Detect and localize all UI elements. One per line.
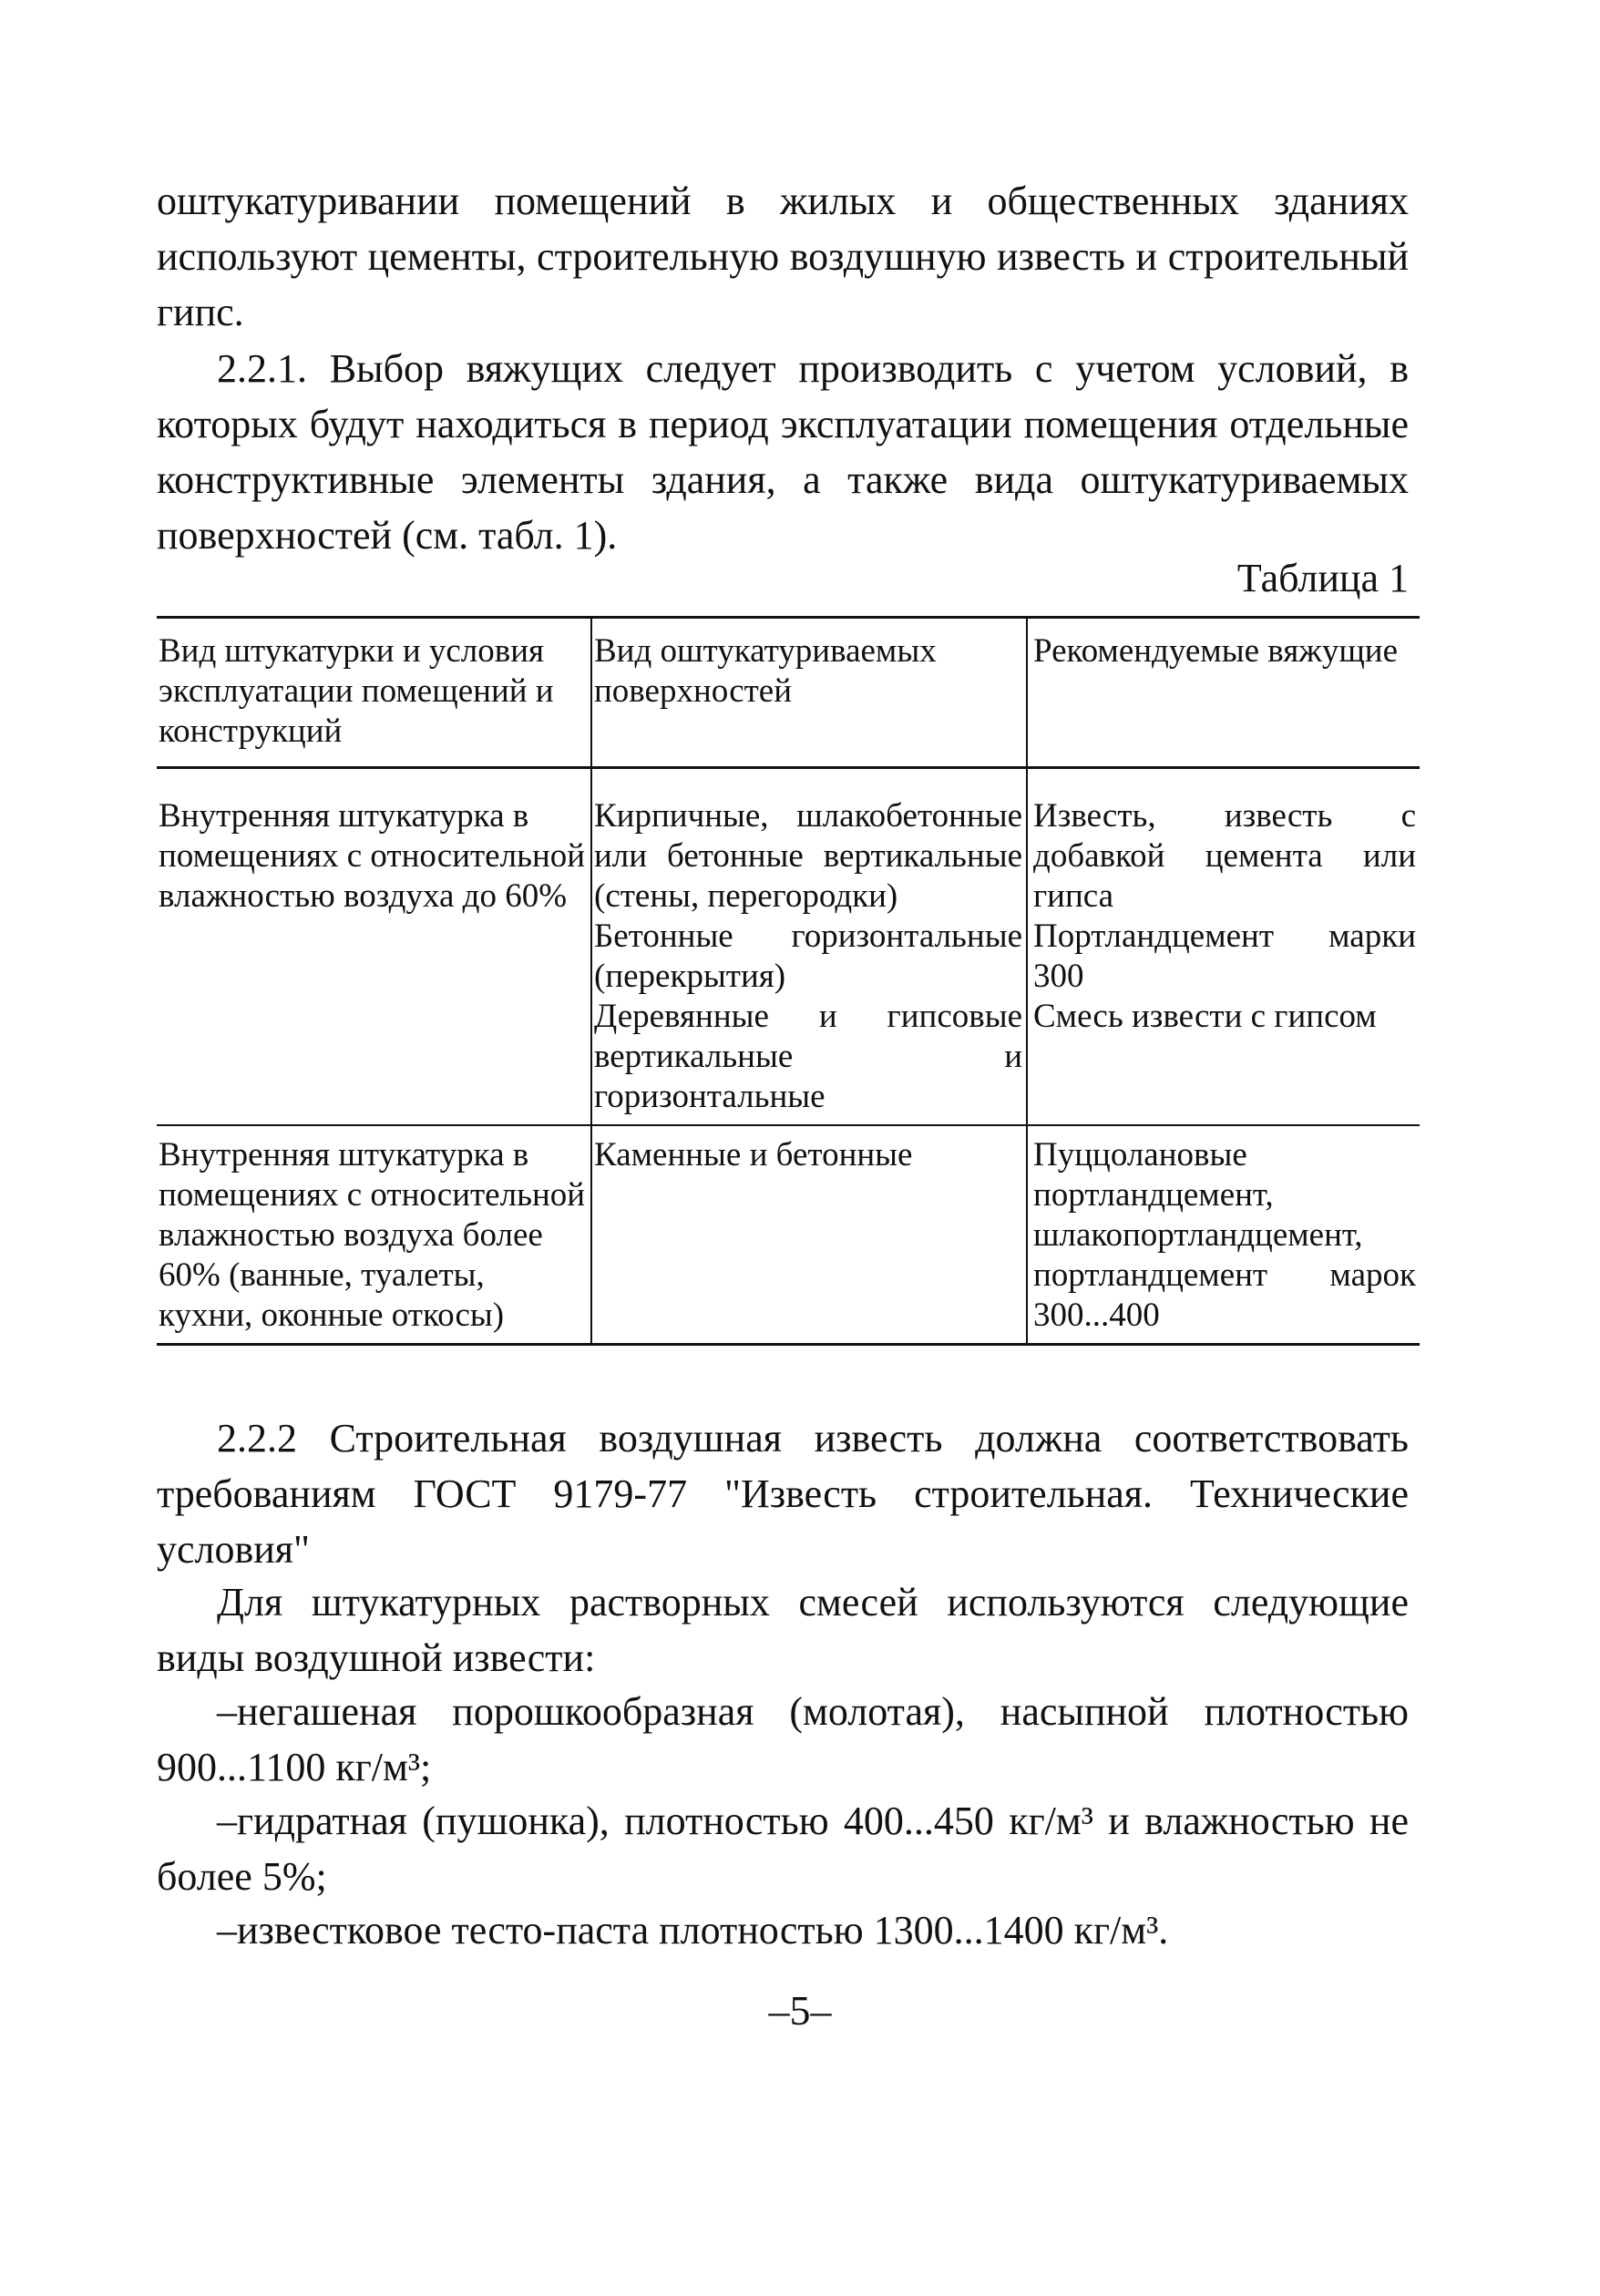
binder-item: Смесь извести с гипсом: [1033, 998, 1377, 1035]
header-cell-binders: Рекомендуемые вяжущие: [1027, 618, 1420, 768]
row-surfaces-cell: [591, 768, 1027, 1126]
surface-item: Каменные и бетонные: [594, 1136, 913, 1174]
paragraph-2-2-2: 2.2.2 Строительная воздушная известь должна соответствовать требованиям ГОСТ 9179-77 "Известь строительная. Технические условия": [157, 1416, 1409, 1572]
header-cell-surfaces: Вид оштукатуриваемых поверхностей: [591, 618, 1027, 768]
row-condition-cell: Внутренняя штукатурка в помещениях с относительной влажностью воздуха до 60%: [157, 768, 591, 1126]
table-caption: Таблица 1: [1236, 556, 1409, 600]
surface-item: Бетонные горизонтальные (перекрытия): [594, 917, 1022, 995]
lime-item-quicklime: –негашеная порошкообразная (молотая), насыпной плотностью 900...1100 кг/м³;: [157, 1689, 1409, 1789]
lime-intro-paragraph: Для штукатурных растворных смесей используются следующие виды воздушной извести:: [157, 1580, 1409, 1680]
binders-table: [157, 616, 1420, 1346]
lime-item-paste: –известковое тесто-паста плотностью 1300...1400 кг/м³.: [217, 1908, 1169, 1953]
surface-item: Кирпичные, шлакобетонные или бетонные вертикальные (стены, перегородки): [594, 797, 1022, 915]
intro-paragraph: оштукатуривании помещений в жилых и общественных зданиях используют цементы, строительную воздушную известь и строительный гипс.: [157, 179, 1409, 334]
row-binders-cell: [1027, 768, 1420, 1126]
paragraph-2-2-1: 2.2.1. Выбор вяжущих следует производить с учетом условий, в которых будут находиться в период эксплуатации помещения отдельные конструктивные элементы здания, а также вида оштукатуриваемых поверхностей (см. табл. 1).: [157, 346, 1409, 558]
header-cell-condition: Вид штукатурки и условия эксплуатации помещений и конструкций: [157, 618, 591, 768]
table-row: [157, 768, 1420, 1126]
row-binders-cell: [1027, 1125, 1420, 1345]
table-row: [157, 1125, 1420, 1345]
binder-item: Пуццолановые портландцемент, шлакопортландцемент, портландцемент марок 300...400: [1033, 1136, 1416, 1334]
row-surfaces-cell: [591, 1125, 1027, 1345]
lime-item-hydrated: –гидратная (пушонка), плотностью 400...450 кг/м³ и влажностью не более 5%;: [157, 1799, 1409, 1899]
table-header-row: [157, 618, 1420, 768]
page-number: –5–: [768, 1987, 832, 2034]
binder-item: Портландцемент марки 300: [1033, 917, 1416, 995]
binder-item: Известь, известь с добавкой цемента или гипса: [1033, 797, 1416, 915]
surface-item: Деревянные и гипсовые вертикальные и горизонтальные: [594, 998, 1022, 1115]
row-condition-cell: Внутренняя штукатурка в помещениях с относительной влажностью воздуха более 60% (ванные, туалеты, кухни, оконные откосы): [157, 1125, 591, 1345]
